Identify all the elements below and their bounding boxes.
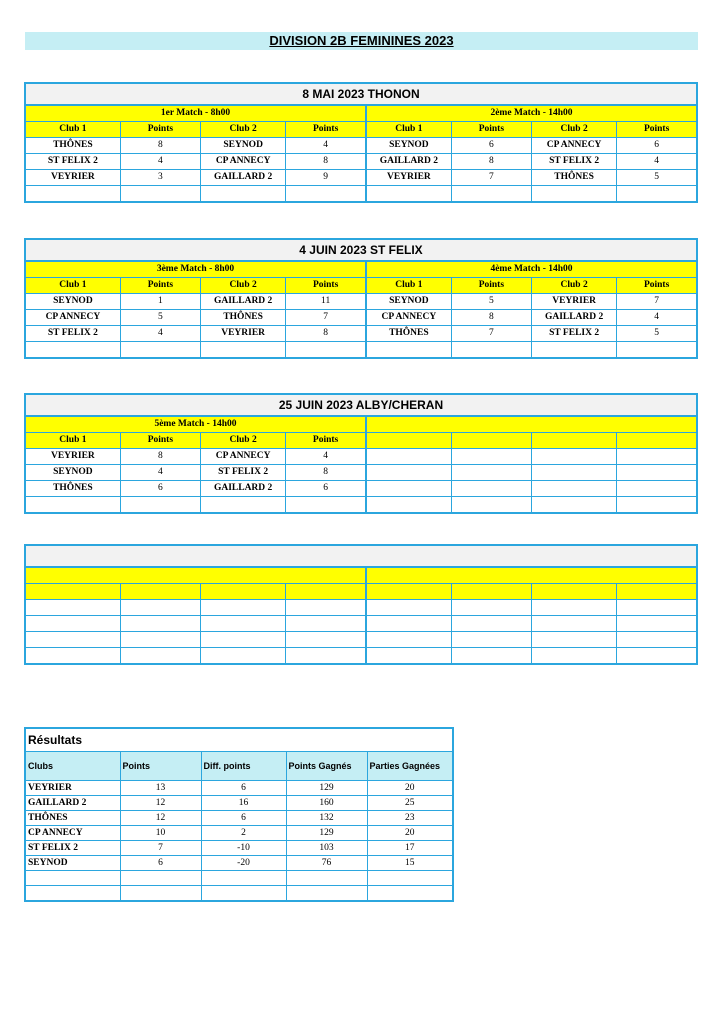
column-header: Club 2 xyxy=(201,433,286,449)
club-cell: GAILLARD 2 xyxy=(201,170,286,186)
club-cell xyxy=(366,449,451,465)
result-value-cell xyxy=(120,886,201,902)
result-value-cell: 76 xyxy=(286,856,367,871)
result-club-cell xyxy=(25,871,120,886)
points-cell: 6 xyxy=(286,481,366,497)
club-cell xyxy=(531,600,616,616)
results-title: Résultats xyxy=(25,728,453,752)
club-cell xyxy=(531,449,616,465)
points-cell: 8 xyxy=(451,310,531,326)
points-cell: 6 xyxy=(120,481,200,497)
club-cell: GAILLARD 2 xyxy=(531,310,616,326)
club-cell: GAILLARD 2 xyxy=(201,481,286,497)
points-cell xyxy=(120,616,200,632)
match-label xyxy=(366,416,697,433)
result-value-cell: 103 xyxy=(286,841,367,856)
result-value-cell: 160 xyxy=(286,796,367,811)
column-header: Club 2 xyxy=(531,122,616,138)
table-row xyxy=(25,465,697,481)
result-value-cell: 12 xyxy=(120,811,201,826)
club-cell xyxy=(25,186,120,203)
points-cell xyxy=(286,648,366,665)
club-cell: VEYRIER xyxy=(25,449,120,465)
points-cell xyxy=(617,186,697,203)
club-cell xyxy=(531,632,616,648)
column-header: Points xyxy=(617,122,697,138)
match-label: 3ème Match - 8h00 xyxy=(25,261,366,278)
document-title: DIVISION 2B FEMININES 2023 xyxy=(269,33,454,48)
result-value-cell xyxy=(120,871,201,886)
points-cell: 5 xyxy=(120,310,200,326)
club-cell: ST FELIX 2 xyxy=(25,326,120,342)
club-cell xyxy=(366,465,451,481)
club-cell xyxy=(366,186,451,203)
table-row xyxy=(25,600,697,616)
points-cell: 5 xyxy=(617,170,697,186)
result-value-cell xyxy=(201,886,286,902)
club-cell xyxy=(201,497,286,514)
club-cell: ST FELIX 2 xyxy=(531,154,616,170)
club-cell xyxy=(531,342,616,359)
points-cell xyxy=(286,616,366,632)
column-header xyxy=(451,584,531,600)
table-row xyxy=(25,481,697,497)
result-value-cell xyxy=(286,886,367,902)
column-header: Points xyxy=(120,278,200,294)
club-cell: CP ANNECY xyxy=(201,449,286,465)
points-cell xyxy=(451,465,531,481)
column-header: Club 2 xyxy=(201,122,286,138)
match-day-table xyxy=(24,544,698,665)
club-cell xyxy=(201,616,286,632)
club-cell xyxy=(531,616,616,632)
table-row xyxy=(25,497,697,514)
column-header: Club 1 xyxy=(366,122,451,138)
column-header: Club 1 xyxy=(25,122,120,138)
club-cell xyxy=(366,497,451,514)
club-cell: CP ANNECY xyxy=(25,310,120,326)
points-cell: 8 xyxy=(286,154,366,170)
result-value-cell: 16 xyxy=(201,796,286,811)
column-header: Club 1 xyxy=(25,278,120,294)
club-cell: VEYRIER xyxy=(201,326,286,342)
club-cell: ST FELIX 2 xyxy=(201,465,286,481)
points-cell xyxy=(286,600,366,616)
club-cell: ST FELIX 2 xyxy=(531,326,616,342)
result-value-cell: 10 xyxy=(120,826,201,841)
column-header: Club 2 xyxy=(531,278,616,294)
result-club-cell: VEYRIER xyxy=(25,781,120,796)
points-cell xyxy=(451,616,531,632)
match-label xyxy=(25,567,366,584)
club-cell: THÔNES xyxy=(25,481,120,497)
match-label: 4ème Match - 14h00 xyxy=(366,261,697,278)
points-cell: 3 xyxy=(120,170,200,186)
points-cell: 4 xyxy=(120,154,200,170)
points-cell: 4 xyxy=(617,310,697,326)
points-cell: 5 xyxy=(617,326,697,342)
club-cell xyxy=(25,616,120,632)
club-cell: VEYRIER xyxy=(366,170,451,186)
result-value-cell: 6 xyxy=(201,811,286,826)
result-value-cell: 20 xyxy=(367,781,453,796)
column-header xyxy=(366,584,451,600)
table-row xyxy=(25,616,697,632)
club-cell: THÔNES xyxy=(25,138,120,154)
club-cell: GAILLARD 2 xyxy=(201,294,286,310)
club-cell: CP ANNECY xyxy=(201,154,286,170)
points-cell: 7 xyxy=(451,326,531,342)
points-cell xyxy=(286,342,366,359)
club-cell xyxy=(531,648,616,665)
column-header xyxy=(201,584,286,600)
points-cell xyxy=(451,186,531,203)
result-value-cell: 20 xyxy=(367,826,453,841)
points-cell xyxy=(617,600,697,616)
points-cell: 7 xyxy=(617,294,697,310)
result-value-cell: 12 xyxy=(120,796,201,811)
column-header xyxy=(451,433,531,449)
club-cell: SEYNOD xyxy=(25,294,120,310)
points-cell: 4 xyxy=(286,138,366,154)
club-cell: VEYRIER xyxy=(531,294,616,310)
result-value-cell xyxy=(286,871,367,886)
points-cell xyxy=(120,342,200,359)
table-row xyxy=(25,781,453,796)
table-row xyxy=(25,326,697,342)
club-cell xyxy=(366,342,451,359)
result-value-cell: -10 xyxy=(201,841,286,856)
points-cell xyxy=(617,632,697,648)
result-value-cell: 129 xyxy=(286,781,367,796)
club-cell xyxy=(25,342,120,359)
results-column-header: Points xyxy=(120,752,201,781)
points-cell: 9 xyxy=(286,170,366,186)
points-cell xyxy=(617,497,697,514)
result-value-cell: 7 xyxy=(120,841,201,856)
points-cell: 4 xyxy=(120,326,200,342)
points-cell: 8 xyxy=(120,138,200,154)
table-row xyxy=(25,796,453,811)
points-cell xyxy=(120,648,200,665)
column-header: Club 1 xyxy=(25,433,120,449)
result-value-cell: 6 xyxy=(120,856,201,871)
table-row xyxy=(25,886,453,902)
club-cell xyxy=(201,600,286,616)
club-cell xyxy=(25,600,120,616)
points-cell xyxy=(451,600,531,616)
table-row xyxy=(25,138,697,154)
column-header: Points xyxy=(617,278,697,294)
points-cell xyxy=(120,186,200,203)
points-cell xyxy=(451,449,531,465)
table-row xyxy=(25,449,697,465)
club-cell: CP ANNECY xyxy=(531,138,616,154)
club-cell xyxy=(201,648,286,665)
club-cell xyxy=(366,616,451,632)
column-header: Points xyxy=(286,122,366,138)
points-cell: 7 xyxy=(286,310,366,326)
match-label: 2ème Match - 14h00 xyxy=(366,105,697,122)
table-row xyxy=(25,826,453,841)
column-header: Points xyxy=(451,122,531,138)
points-cell: 11 xyxy=(286,294,366,310)
points-cell xyxy=(451,648,531,665)
points-cell: 1 xyxy=(120,294,200,310)
club-cell: SEYNOD xyxy=(366,138,451,154)
table-row xyxy=(25,310,697,326)
column-header: Points xyxy=(286,278,366,294)
results-table xyxy=(24,727,454,902)
points-cell xyxy=(451,497,531,514)
club-cell: VEYRIER xyxy=(25,170,120,186)
points-cell xyxy=(617,616,697,632)
result-club-cell: ST FELIX 2 xyxy=(25,841,120,856)
result-value-cell: 6 xyxy=(201,781,286,796)
club-cell xyxy=(201,342,286,359)
result-value-cell: 2 xyxy=(201,826,286,841)
club-cell: GAILLARD 2 xyxy=(366,154,451,170)
results-column-header: Diff. points xyxy=(201,752,286,781)
column-header xyxy=(617,584,697,600)
club-cell: CP ANNECY xyxy=(366,310,451,326)
points-cell xyxy=(451,481,531,497)
table-row xyxy=(25,294,697,310)
column-header xyxy=(25,584,120,600)
club-cell xyxy=(25,632,120,648)
points-cell: 4 xyxy=(120,465,200,481)
points-cell xyxy=(120,497,200,514)
result-value-cell xyxy=(201,871,286,886)
match-day-title: 4 JUIN 2023 ST FELIX xyxy=(25,239,697,261)
club-cell xyxy=(366,600,451,616)
table-row xyxy=(25,841,453,856)
result-club-cell: SEYNOD xyxy=(25,856,120,871)
result-value-cell: 129 xyxy=(286,826,367,841)
table-row xyxy=(25,871,453,886)
club-cell: SEYNOD xyxy=(366,294,451,310)
results-column-header: Points Gagnés xyxy=(286,752,367,781)
column-header xyxy=(617,433,697,449)
column-header xyxy=(366,433,451,449)
club-cell xyxy=(531,465,616,481)
points-cell xyxy=(617,342,697,359)
result-value-cell xyxy=(367,871,453,886)
points-cell: 8 xyxy=(286,465,366,481)
column-header: Club 2 xyxy=(201,278,286,294)
result-club-cell xyxy=(25,886,120,902)
table-row xyxy=(25,186,697,203)
club-cell xyxy=(25,648,120,665)
results-column-header: Clubs xyxy=(25,752,120,781)
result-value-cell: 15 xyxy=(367,856,453,871)
column-header: Points xyxy=(286,433,366,449)
points-cell xyxy=(451,342,531,359)
points-cell xyxy=(286,632,366,648)
club-cell: THÔNES xyxy=(366,326,451,342)
points-cell: 8 xyxy=(120,449,200,465)
table-row xyxy=(25,811,453,826)
match-day-table xyxy=(24,82,698,203)
table-row xyxy=(25,170,697,186)
column-header: Club 1 xyxy=(366,278,451,294)
points-cell: 4 xyxy=(617,154,697,170)
column-header: Points xyxy=(120,433,200,449)
club-cell: THÔNES xyxy=(531,170,616,186)
points-cell: 7 xyxy=(451,170,531,186)
result-value-cell xyxy=(367,886,453,902)
club-cell xyxy=(201,186,286,203)
column-header xyxy=(286,584,366,600)
match-label: 5ème Match - 14h00 xyxy=(25,416,366,433)
points-cell xyxy=(617,465,697,481)
club-cell xyxy=(25,497,120,514)
result-club-cell: GAILLARD 2 xyxy=(25,796,120,811)
table-row xyxy=(25,342,697,359)
table-row xyxy=(25,154,697,170)
result-value-cell: 23 xyxy=(367,811,453,826)
club-cell xyxy=(366,648,451,665)
club-cell: SEYNOD xyxy=(25,465,120,481)
table-row xyxy=(25,856,453,871)
points-cell xyxy=(617,648,697,665)
document-title-banner xyxy=(25,32,698,50)
match-day-table xyxy=(24,238,698,359)
column-header xyxy=(120,584,200,600)
points-cell: 6 xyxy=(617,138,697,154)
table-row xyxy=(25,648,697,665)
match-day-title: 25 JUIN 2023 ALBY/CHERAN xyxy=(25,394,697,416)
points-cell xyxy=(286,186,366,203)
column-header xyxy=(531,433,616,449)
match-label: 1er Match - 8h00 xyxy=(25,105,366,122)
club-cell xyxy=(366,481,451,497)
points-cell xyxy=(451,632,531,648)
result-value-cell: 132 xyxy=(286,811,367,826)
points-cell xyxy=(286,497,366,514)
match-day-title xyxy=(25,545,697,567)
match-day-title: 8 MAI 2023 THONON xyxy=(25,83,697,105)
club-cell xyxy=(201,632,286,648)
points-cell: 4 xyxy=(286,449,366,465)
match-label xyxy=(366,567,697,584)
points-cell: 6 xyxy=(451,138,531,154)
club-cell: ST FELIX 2 xyxy=(25,154,120,170)
club-cell: THÔNES xyxy=(201,310,286,326)
club-cell xyxy=(531,186,616,203)
column-header: Points xyxy=(451,278,531,294)
points-cell xyxy=(617,449,697,465)
result-value-cell: 25 xyxy=(367,796,453,811)
table-row xyxy=(25,632,697,648)
points-cell xyxy=(120,632,200,648)
result-value-cell: 13 xyxy=(120,781,201,796)
club-cell xyxy=(531,481,616,497)
points-cell xyxy=(120,600,200,616)
club-cell: SEYNOD xyxy=(201,138,286,154)
result-value-cell: -20 xyxy=(201,856,286,871)
column-header: Points xyxy=(120,122,200,138)
column-header xyxy=(531,584,616,600)
match-day-table xyxy=(24,393,698,514)
points-cell xyxy=(617,481,697,497)
points-cell: 5 xyxy=(451,294,531,310)
result-club-cell: THÔNES xyxy=(25,811,120,826)
points-cell: 8 xyxy=(286,326,366,342)
result-value-cell: 17 xyxy=(367,841,453,856)
points-cell: 8 xyxy=(451,154,531,170)
club-cell xyxy=(366,632,451,648)
results-column-header: Parties Gagnées xyxy=(367,752,453,781)
result-club-cell: CP ANNECY xyxy=(25,826,120,841)
club-cell xyxy=(531,497,616,514)
